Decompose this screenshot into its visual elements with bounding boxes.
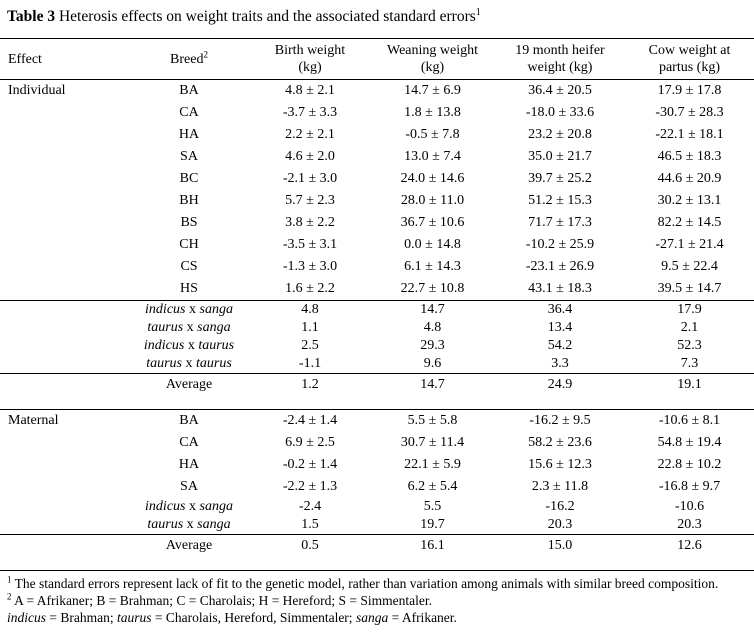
- effect-label: [0, 301, 128, 320]
- header-label-line2: weight (kg): [527, 60, 593, 75]
- footnote-text: indicus: [7, 610, 46, 625]
- header-row: [0, 39, 754, 80]
- value-cell: 71.7 ± 17.3: [528, 215, 592, 230]
- value-cell: 4.6 ± 2.0: [285, 149, 335, 164]
- value-cell: 54.8 ± 19.4: [657, 435, 722, 450]
- value-cell: 4.8: [250, 301, 370, 320]
- value-cell: 39.7 ± 25.2: [528, 171, 592, 186]
- value-cell: -1.1: [298, 356, 322, 371]
- column-header-heifer-weight: [495, 39, 625, 80]
- table-row: [0, 432, 754, 454]
- header-label: Effect: [8, 51, 42, 67]
- value-cell: 6.2 ± 5.4: [407, 479, 458, 494]
- value-cell: 82.2 ± 14.5: [657, 215, 722, 230]
- footnote-text: = Afrikaner.: [388, 610, 457, 625]
- breed-label: SA: [180, 479, 198, 494]
- section-gap: [0, 396, 754, 410]
- value-cell: -16.2: [545, 499, 575, 514]
- breed-label: HS: [180, 281, 198, 296]
- breed-label: HA: [178, 457, 200, 472]
- table-row: [0, 212, 754, 234]
- breed-label: BC: [179, 171, 199, 186]
- table-title-number: Table 3: [7, 8, 56, 25]
- breed-label: BH: [179, 193, 199, 208]
- effect-label: [0, 146, 128, 168]
- value-cell: -16.8 ± 9.7: [658, 479, 721, 494]
- value-cell: 3.8 ± 2.2: [285, 215, 335, 230]
- value-cell: 6.9 ± 2.5: [285, 435, 335, 450]
- footnote-text: sanga: [355, 610, 389, 625]
- value-cell: 28.0 ± 11.0: [400, 193, 465, 208]
- value-cell: 14.7 ± 6.9: [404, 83, 461, 98]
- value-cell: 54.2: [547, 338, 573, 353]
- table-row: [0, 476, 754, 498]
- table-row: [0, 102, 754, 124]
- breed-label: BA: [179, 83, 199, 98]
- effect-label: [0, 432, 128, 454]
- table-row: [0, 301, 754, 320]
- header-label-line2: (kg): [298, 60, 322, 75]
- value-cell: 9.5 ± 22.4: [661, 259, 718, 274]
- value-cell: 1.6 ± 2.2: [285, 281, 335, 296]
- value-cell: 2.1: [680, 320, 699, 335]
- average-value-cell: 1.2: [250, 374, 370, 397]
- average-row: [0, 374, 754, 397]
- breed-label: SA: [180, 149, 198, 164]
- column-header-effect: [0, 39, 128, 80]
- value-cell: -3.7 ± 3.3: [282, 105, 338, 120]
- table-row: [0, 498, 754, 516]
- breed-label: indicus x sanga: [145, 499, 233, 514]
- breed-label: BS: [180, 215, 198, 230]
- footnote-text: A = Afrikaner; B = Brahman; C = Charolais; H = Hereford; S = Simmentaler.: [14, 593, 433, 608]
- value-cell: 1.5: [301, 517, 319, 532]
- average-value-cell: 19.1: [625, 374, 754, 397]
- breed-label: CA: [179, 435, 199, 450]
- breed-label: HA: [178, 127, 200, 142]
- footnote-marker: 1: [7, 574, 12, 585]
- effect-label: [0, 319, 128, 337]
- breed-label: indicus x sanga: [128, 301, 250, 320]
- header-label-line2: (kg): [420, 60, 445, 75]
- value-cell: -27.1 ± 21.4: [655, 237, 724, 252]
- value-cell: 4.8 ± 2.1: [285, 83, 335, 98]
- value-cell: 17.9 ± 17.8: [657, 83, 722, 98]
- value-cell: 0.0 ± 14.8: [404, 237, 461, 252]
- footnote-text: = Charolais, Hereford, Simmentaler;: [151, 610, 356, 625]
- value-cell: -2.1 ± 3.0: [282, 171, 338, 186]
- value-cell: 2.2 ± 2.1: [285, 127, 335, 142]
- breed-label: CH: [179, 237, 199, 252]
- value-cell: -22.1 ± 18.1: [655, 127, 724, 142]
- effect-label: [0, 337, 128, 355]
- section-gap: [0, 557, 754, 571]
- value-cell: -10.6 ± 8.1: [625, 410, 754, 433]
- header-label: Weaning weight: [386, 43, 478, 58]
- value-cell: -2.4 ± 1.4: [250, 410, 370, 433]
- effect-label: [0, 535, 128, 558]
- value-cell: 19.7: [420, 517, 445, 532]
- average-value-cell: 15.0: [495, 535, 625, 558]
- average-value-cell: 24.9: [495, 374, 625, 397]
- value-cell: 4.8: [423, 320, 442, 335]
- table-row: [0, 355, 754, 374]
- effect-label: [0, 234, 128, 256]
- value-cell: 36.4 ± 20.5: [528, 83, 592, 98]
- value-cell: 17.9: [625, 301, 754, 320]
- spacer-cell: [0, 396, 754, 410]
- column-header-weaning-weight: [370, 39, 495, 80]
- value-cell: 15.6 ± 12.3: [528, 457, 592, 472]
- average-value-cell: 16.1: [370, 535, 495, 558]
- value-cell: 30.7 ± 11.4: [400, 435, 465, 450]
- breed-label: BA: [128, 410, 250, 433]
- table-header: [0, 39, 754, 80]
- effect-label: Maternal: [0, 410, 128, 433]
- header-label: Breed: [170, 51, 204, 67]
- value-cell: 9.6: [423, 356, 442, 371]
- value-cell: 29.3: [420, 338, 445, 353]
- breed-label: taurus x sanga: [147, 320, 231, 335]
- value-cell: 14.7: [370, 301, 495, 320]
- value-cell: -10.2 ± 25.9: [525, 237, 595, 252]
- breed-label: taurus x taurus: [146, 356, 232, 371]
- heterosis-table: [0, 38, 754, 571]
- title-footnote-marker: 1: [475, 6, 481, 18]
- footnote: [7, 592, 746, 609]
- value-cell: 2.5: [301, 338, 319, 353]
- value-cell: 23.2 ± 20.8: [528, 127, 592, 142]
- value-cell: 36.4: [495, 301, 625, 320]
- footnotes: [0, 571, 754, 626]
- value-cell: 5.7 ± 2.3: [285, 193, 335, 208]
- value-cell: 13.0 ± 7.4: [404, 149, 461, 164]
- footnote: [7, 575, 746, 592]
- value-cell: -16.2 ± 9.5: [495, 410, 625, 433]
- table-title: [0, 0, 754, 38]
- average-value-cell: 14.7: [370, 374, 495, 397]
- average-value-cell: 0.5: [250, 535, 370, 558]
- spacer-cell: [0, 557, 754, 571]
- effect-label: [0, 102, 128, 124]
- effect-label: [0, 190, 128, 212]
- value-cell: -2.4: [298, 499, 322, 514]
- average-label: Average: [128, 535, 250, 558]
- header-label: 19 month heifer: [515, 43, 605, 58]
- column-header-birth-weight: [250, 39, 370, 80]
- effect-label: [0, 278, 128, 301]
- value-cell: -10.6: [674, 499, 705, 514]
- table-row: [0, 319, 754, 337]
- footnote-text: taurus: [116, 610, 152, 625]
- effect-label: [0, 212, 128, 234]
- table-row: [0, 278, 754, 301]
- value-cell: 35.0 ± 21.7: [528, 149, 592, 164]
- table-row: [0, 168, 754, 190]
- table-row: [0, 410, 754, 433]
- effect-label: [0, 168, 128, 190]
- table-row: [0, 454, 754, 476]
- table-row: [0, 234, 754, 256]
- average-value-cell: 12.6: [625, 535, 754, 558]
- value-cell: -0.2 ± 1.4: [282, 457, 338, 472]
- value-cell: 1.8 ± 13.8: [404, 105, 461, 120]
- breed-label: CA: [179, 105, 199, 120]
- value-cell: 22.1 ± 5.9: [404, 457, 461, 472]
- value-cell: -1.3 ± 3.0: [282, 259, 338, 274]
- value-cell: -18.0 ± 33.6: [525, 105, 595, 120]
- value-cell: 36.7 ± 10.6: [400, 215, 465, 230]
- column-header-breed: [128, 39, 250, 80]
- value-cell: 5.5: [423, 499, 442, 514]
- value-cell: 52.3: [677, 338, 702, 353]
- value-cell: 51.2 ± 15.3: [528, 193, 592, 208]
- table-row: [0, 124, 754, 146]
- effect-label: [0, 516, 128, 535]
- table-row: [0, 146, 754, 168]
- footnote-text: The standard errors represent lack of fit to the genetic model, rather than variation among animals with similar breed composition.: [14, 576, 719, 591]
- value-cell: 58.2 ± 23.6: [528, 435, 592, 450]
- value-cell: 22.7 ± 10.8: [400, 281, 465, 296]
- average-row: [0, 535, 754, 558]
- value-cell: -30.7 ± 28.3: [655, 105, 724, 120]
- value-cell: 7.3: [680, 356, 699, 371]
- effect-label: [0, 476, 128, 498]
- value-cell: 6.1 ± 14.3: [404, 259, 461, 274]
- value-cell: 20.3: [547, 517, 573, 532]
- table-row: [0, 337, 754, 355]
- effect-label: [0, 124, 128, 146]
- value-cell: 1.1: [301, 320, 319, 335]
- header-label-line2: partus (kg): [658, 60, 721, 75]
- value-cell: 13.4: [547, 320, 573, 335]
- value-cell: -0.5 ± 7.8: [405, 127, 460, 142]
- effect-label: [0, 454, 128, 476]
- table-row: [0, 190, 754, 212]
- footnote-marker: 2: [7, 591, 12, 602]
- header-label: Birth weight: [274, 43, 346, 58]
- header-label: Cow weight at: [648, 43, 731, 58]
- value-cell: -23.1 ± 26.9: [525, 259, 595, 274]
- table-row: [0, 516, 754, 535]
- effect-label: [0, 256, 128, 278]
- effect-label: [0, 498, 128, 516]
- breed-label: taurus x sanga: [147, 517, 231, 532]
- effect-label: Individual: [8, 83, 66, 98]
- breed-label: CS: [180, 259, 198, 274]
- column-header-cow-weight: [625, 39, 754, 80]
- value-cell: 24.0 ± 14.6: [400, 171, 465, 186]
- value-cell: 44.6 ± 20.9: [657, 171, 722, 186]
- value-cell: -2.2 ± 1.3: [282, 479, 338, 494]
- value-cell: 22.8 ± 10.2: [657, 457, 722, 472]
- table-row: [0, 256, 754, 278]
- table-body: [0, 80, 754, 571]
- value-cell: 46.5 ± 18.3: [657, 149, 722, 164]
- value-cell: 30.2 ± 13.1: [657, 193, 722, 208]
- value-cell: 2.3 ± 11.8: [531, 479, 589, 494]
- effect-label: [0, 374, 128, 397]
- effect-label: [0, 355, 128, 374]
- table-title-text: Heterosis effects on weight traits and the associated standard errors: [55, 8, 476, 25]
- value-cell: 20.3: [677, 517, 702, 532]
- value-cell: 39.5 ± 14.7: [657, 281, 722, 296]
- value-cell: -3.5 ± 3.1: [282, 237, 338, 252]
- table-row: [0, 80, 754, 103]
- value-cell: 43.1 ± 18.3: [528, 281, 592, 296]
- footnote: [7, 609, 746, 626]
- average-label: Average: [128, 374, 250, 397]
- breed-label: indicus x taurus: [143, 338, 235, 353]
- header-footnote-marker: 2: [203, 48, 208, 59]
- footnote-text: = Brahman;: [46, 610, 117, 625]
- value-cell: 5.5 ± 5.8: [370, 410, 495, 433]
- value-cell: 3.3: [551, 356, 569, 371]
